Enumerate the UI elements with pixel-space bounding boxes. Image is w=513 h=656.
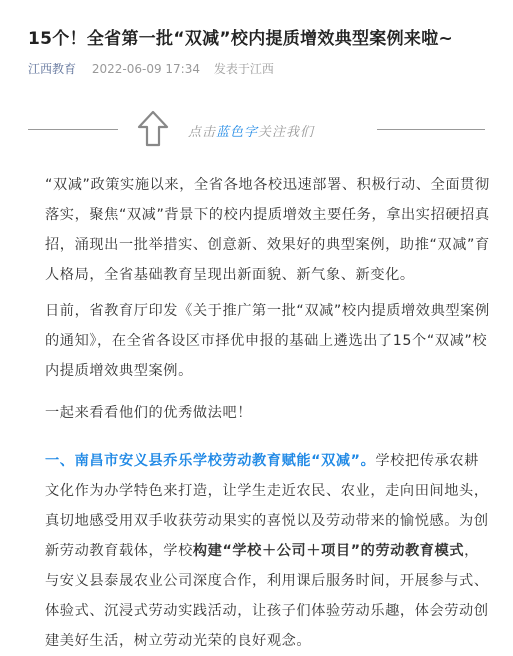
article-meta xyxy=(28,60,274,77)
account-name-link[interactable]: 江西教育 xyxy=(28,62,77,76)
divider-line-right xyxy=(377,129,485,130)
body-paragraph-3: 一起来看看他们的优秀做法吧！ xyxy=(45,405,253,421)
follow-tagline-suffix: 关注我们 xyxy=(258,125,315,140)
publish-location: 发表于江西 xyxy=(213,62,274,76)
follow-banner xyxy=(28,110,485,150)
case-heading: 一、南昌市安义县乔乐学校劳动教育赋能“双减”。 xyxy=(45,453,376,469)
follow-tagline-prefix: 点击 xyxy=(188,125,217,140)
divider-line-left xyxy=(28,129,118,130)
follow-tagline[interactable] xyxy=(188,121,314,140)
publish-datetime: 2022-06-09 17:34 xyxy=(91,62,200,76)
body-paragraph-2: 日前，省教育厅印发《关于推广第一批“双减”校内提质增效典型案例的通知》，在全省各设区市择优申报的基础上遴选出了15个“双减”校内提质增效典型案例。 xyxy=(45,303,490,379)
body-paragraph-4 xyxy=(45,446,490,656)
follow-tagline-highlight: 蓝色字 xyxy=(216,125,259,140)
case-emphasis: 构建“学校＋公司＋项目”的劳动教育模式 xyxy=(192,543,465,559)
up-arrow-icon xyxy=(136,110,170,148)
body-paragraph-1: “双减”政策实施以来，全省各地各校迅速部署、积极行动、全面贯彻落实，聚焦“双减”背景下的校内提质增效主要任务，拿出实招硬招真招，涌现出一批举措实、创意新、效果好的典型案例，助推“双减”育人格局，全省基础教育呈现出新面貌、新气象、新变化。 xyxy=(45,177,490,283)
case-text-2: ，与安义县泰晟农业公司深度合作，利用课后服务时间，开展参与式、体验式、沉浸式劳动实践活动，让孩子们体验劳动乐趣，体会劳动创建美好生活，树立劳动光荣的良好观念。 xyxy=(45,543,489,649)
article-title: 15个！全省第一批“双减”校内提质增效典型案例来啦~ xyxy=(28,29,454,49)
case-text-1: 学校把传承农耕文化作为办学特色来打造，让学生走近农民、农业，走向田间地头，真切地感受用双手收获劳动果实的喜悦以及劳动带来的愉悦感。为创新劳动教育载体，学校 xyxy=(45,453,489,559)
